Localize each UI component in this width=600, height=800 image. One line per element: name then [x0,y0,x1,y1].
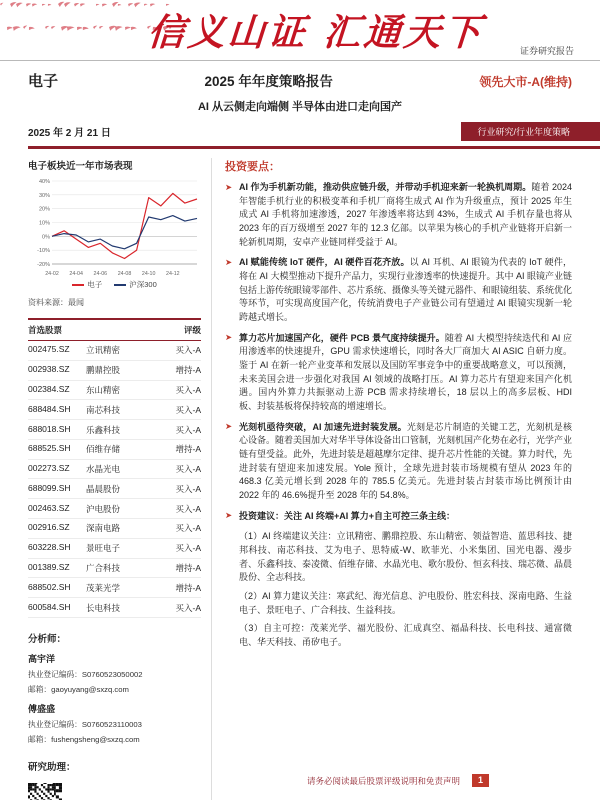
svg-text:20%: 20% [38,206,50,213]
stock-name: 水晶光电 [86,464,121,475]
stock-name: 东山精密 [86,384,121,395]
brand-title: 信义山证 汇通天下 [146,10,486,54]
stock-code: 002938.SZ [28,364,70,375]
investment-point [225,332,572,414]
stock-rating: 买入-A [175,464,201,475]
bullet-arrow-icon: ➤ [225,510,233,521]
table-row [28,341,201,361]
analyst-license: 执业登记编码：S0760523050002 [28,669,143,679]
investment-point [225,181,572,249]
table-row [28,519,201,539]
svg-text:24-08: 24-08 [117,271,132,277]
assistant-section-label: 研究助理： [28,761,76,773]
stock-name: 南芯科技 [86,404,121,415]
stock-code: 002273.SZ [28,463,70,474]
stock-code: 688099.SH [28,482,71,493]
header-banner [0,0,600,61]
stock-rating: 买入-A [175,483,201,494]
svg-text:24-12: 24-12 [166,271,180,277]
svg-text:24-02: 24-02 [45,271,59,277]
stock-name: 深南电路 [86,523,121,534]
sector-name: 电子 [28,73,59,90]
stock-code: 688018.SH [28,423,71,434]
bullet-arrow-icon: ➤ [225,181,233,192]
industry-rating: 领先大市-A(维持) [479,75,572,89]
content-area [0,149,600,800]
page-footer [224,774,572,787]
table-row [28,361,201,381]
point-lead: 光刻机亟待突破，AI 加速先进封装发展。 [239,421,407,432]
suggestion-list [225,530,572,649]
stock-code: 002463.SZ [28,502,70,513]
table-row [28,479,201,499]
category-badge: 行业研究/行业年度策略 [461,122,600,141]
point-lead: AI 作为手机新功能，推动供应链升级，并带动手机迎来新一轮换机周期。 [239,182,532,192]
report-title: 2025 年年度策略报告 [204,74,333,89]
svg-text:24-04: 24-04 [69,271,83,277]
suggestion-item: （1）AI 终端建议关注：立讯精密、鹏鼎控股、东山精密、领益智造、蓝思科技、捷邦科技、南芯科技、艾为电子、思特威-W、欧菲光、小米集团、国光电器、漫步者、乐鑫科技、泰凌微、佰维存储、水晶光电、歌尔股份、恒玄科技、瑞芯微、晶晨股份、全志科技。 [239,531,573,583]
table-row [28,400,201,420]
stock-code: 600584.SH [28,601,71,612]
stock-code: 002384.SZ [28,383,70,394]
investment-point [225,256,572,324]
column-header-rating: 评级 [183,325,201,335]
legend-line-icon [72,284,84,286]
stock-table-body [28,341,201,618]
stock-name: 茂莱光学 [86,582,121,593]
stock-rating: 买入-A [175,404,201,415]
analyst-email: 邮箱：fushengsheng@sxzq.com [28,734,140,744]
report-subtitle: AI 从云侧走向端侧 半导体由进口走向国产 [197,101,403,113]
point-body: 以 AI 耳机、AI 眼镜为代表的 IoT 硬件，将在 AI 大模型推动下提升产品力，实现行业渗透率的快速提升。其中 AI 眼镜产业链包括上游传统眼镜零部件、芯片系统、摄像头等关键元器件、和眼镜组装、系统优化等环节，可实现高度国产化，传统消费电子产业链公司有望通过 AI 眼镜实现新一轮跨越式增长。 [239,257,573,323]
sidebar [28,158,212,800]
legend-item: 沪深300 [114,279,157,290]
svg-text:-20%: -20% [37,262,50,268]
bullet-arrow-icon: ➤ [225,256,233,267]
stock-code: 688502.SH [28,581,71,592]
svg-text:10%: 10% [38,220,50,227]
investment-points [225,181,572,523]
point-lead: 算力芯片加速国产化，硬件 PCB 景气度持续提升。 [239,332,445,343]
point-body: 光刻是芯片制造的关键工艺，光刻机是核心设备。随着美国加大对华半导体设备出口管制，光刻机国产化势在必行，光学产业链有望受益。此外，先进封装是超越摩尔定律、提升芯片性能的关键。算力时代，先进封装有望迎来加速发展。Yole 预计，全球先进封装市场规模有望从 2023 年的 468.3 亿美元增长到 2028 年的 785.5 亿美元。先进封装占封装市场比例预计由 2022 年的 46.6%提升至 2028 年的 54.8%。 [239,421,573,501]
table-header [28,318,201,341]
title-row [0,61,600,91]
stock-name: 鹏鼎控股 [86,365,121,376]
stock-rating: 买入-A [175,345,201,356]
point-body: 随着 AI 大模型持续迭代和 AI 应用渗透率的快速提升，GPU 需求快速增长，同时各大厂商加大 AI ASIC 自研力度。鉴于 AI 在新一轮产业变革和发展以及国防军事竞争中的重要战略意义，可以预测，未来美国会进一步强化对我国 AI 领域的战略打压。AI 算力芯片有望迎来国产化机遇。国内外算力共振驱动上游 PCB 需求持续增长，18 层以上的高多层板、HDI 板、封装基板将保持较高的增速增长。 [239,332,572,412]
analyst-license: 执业登记编码：S0760523110003 [28,719,142,729]
main-content [212,158,572,800]
analyst-name: 高宇洋 [28,653,56,664]
stock-rating: 买入-A [175,523,201,534]
report-date: 2025 年 2 月 21 日 [28,128,111,139]
stock-code: 688525.SH [28,443,71,454]
performance-chart [28,176,200,278]
svg-text:24-10: 24-10 [141,271,156,277]
point-lead: AI 赋能传统 IoT 硬件，AI 硬件百花齐放。 [239,257,410,268]
table-row [28,539,201,559]
stock-rating: 增持-A [175,582,201,593]
bullet-arrow-icon: ➤ [225,332,233,343]
stock-name: 晶晨股份 [86,483,121,494]
table-row [28,440,201,460]
point-body: 随着 2024 年智能手机行业的积极变革和手机厂商将生成式 AI 作为升级重点，预计 2025 年生成式 AI 手机将加速渗透，2027 年渗透率将达到 43%，生成式 AI 手机存量也将从 2023 年的百万级增至 2027 年的 12.3 亿部。以苹果为核心的手机产业链将开启新一轮新机周期，安卓产业链同样受益于 AI。 [239,182,572,247]
stock-rating: 增持-A [175,365,201,376]
report-type-label: 证券研究报告 [519,46,574,56]
table-row [28,598,201,618]
chart-legend [28,279,201,290]
svg-text:-10%: -10% [37,248,50,255]
investment-point [225,510,572,524]
stock-rating: 买入-A [175,424,201,435]
data-source: 资料来源：最闻 [28,298,84,307]
stock-code: 603228.SH [28,542,71,553]
investment-point [225,421,572,503]
point-lead: 投资建议：关注 AI 终端+AI 算力+自主可控三条主线： [239,510,456,521]
stock-code: 001389.SZ [28,561,70,572]
corner-qr-code [30,784,54,800]
analyst-list [28,652,201,745]
chart-title: 电子板块近一年市场表现 [28,161,133,172]
stock-rating: 买入-A [175,602,201,613]
table-row [28,460,201,480]
column-header-stock: 首选股票 [28,325,63,335]
stock-rating: 增持-A [175,444,201,455]
stock-name: 立讯精密 [86,345,121,356]
stock-rating: 买入-A [175,384,201,395]
disclaimer-text: 请务必阅读最后股票评级说明和免责声明 [306,775,460,786]
table-row [28,559,201,579]
suggestion-item: （2）AI 算力建议关注：寒武纪、海光信息、沪电股份、胜宏科技、深南电路、生益电子、景旺电子、广合科技、生益科技。 [239,591,572,615]
page-number: 1 [472,774,489,787]
table-row [28,420,201,440]
preferred-stocks-table [28,318,201,618]
svg-text:24-06: 24-06 [93,271,108,277]
table-row [28,499,201,519]
stock-rating: 增持-A [175,562,201,573]
stock-name: 广合科技 [86,562,121,573]
stock-name: 长电科技 [86,602,121,613]
svg-text:30%: 30% [38,192,50,199]
table-row [28,381,201,401]
stock-code: 002475.SZ [28,344,70,355]
svg-text:0%: 0% [42,234,50,241]
analyst-email: 邮箱：gaoyuyang@sxzq.com [28,684,129,694]
stock-code: 002916.SZ [28,522,70,533]
legend-line-icon [114,284,126,286]
stock-name: 佰维存储 [86,444,121,455]
stock-name: 沪电股份 [86,503,121,514]
stock-rating: 买入-A [175,503,201,514]
stock-rating: 买入-A [175,543,201,554]
svg-text:40%: 40% [38,179,50,185]
investment-points-title: 投资要点： [225,161,280,173]
analyst-name: 傅盛盛 [28,703,56,714]
table-row [28,578,201,598]
stock-name: 乐鑫科技 [86,424,121,435]
meta-row [0,122,600,141]
suggestion-item: （3）自主可控：茂莱光学、福光股份、汇成真空、福晶科技、长电科技、通富微电、华天科技、甬矽电子。 [239,623,572,648]
analyst-section-label: 分析师： [28,633,67,645]
analyst-entry [28,652,201,695]
analyst-entry [28,702,201,745]
legend-item: 电子 [72,279,102,290]
stock-name: 景旺电子 [86,543,121,554]
stock-code: 688484.SH [28,403,71,414]
bullet-arrow-icon: ➤ [225,421,233,432]
